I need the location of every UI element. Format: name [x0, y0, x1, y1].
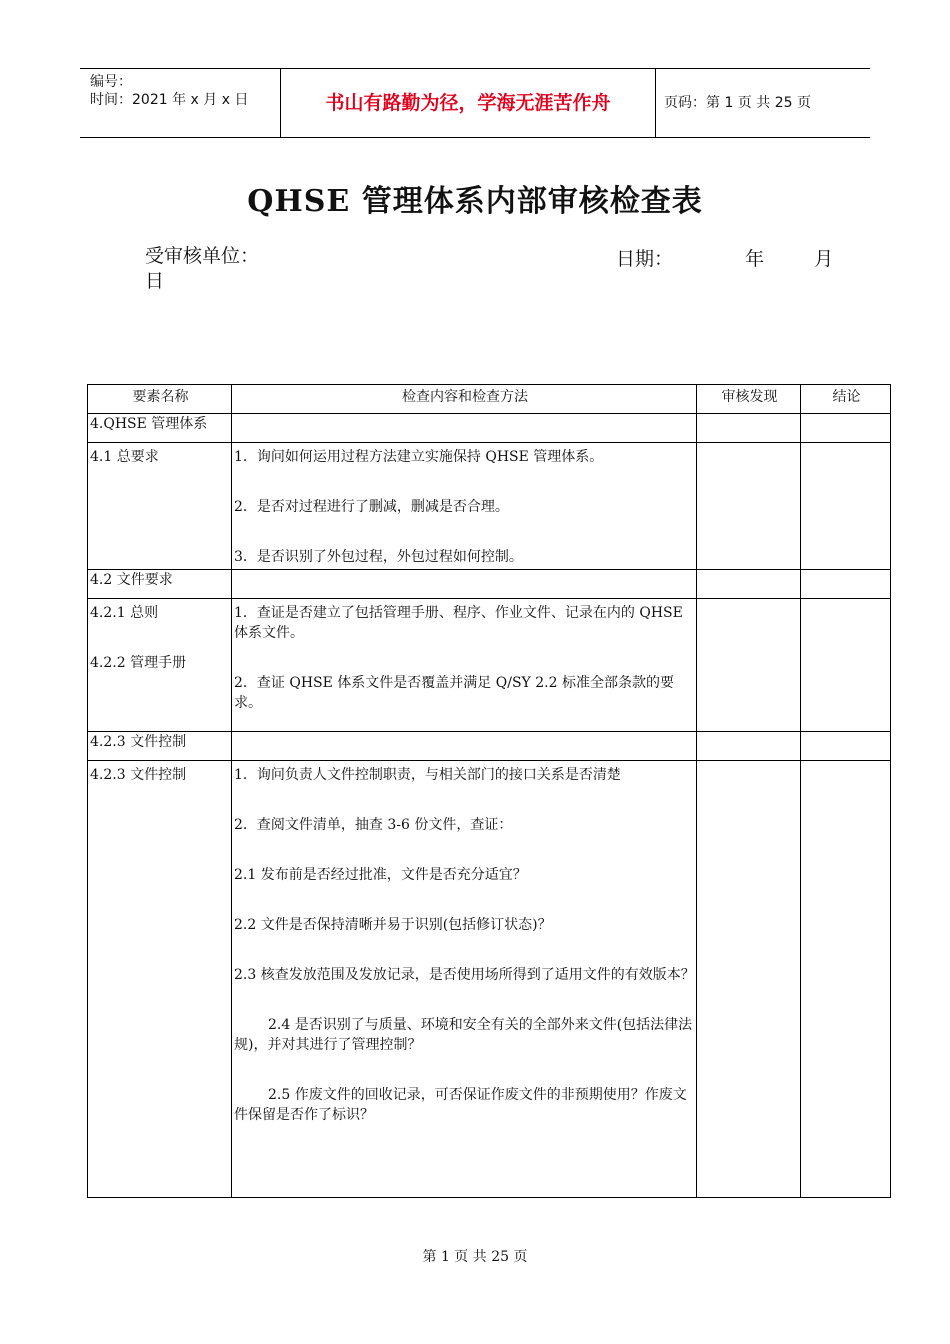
date-field: [616, 244, 833, 271]
element-cell: 4.2 文件要求: [88, 570, 232, 599]
date-label: 日期：: [616, 248, 674, 270]
table-header-row: [88, 385, 891, 414]
col-header-findings: 审核发现: [697, 385, 801, 414]
content-cell: [232, 761, 697, 1198]
unit-label: 受审核单位：: [145, 245, 260, 267]
conclusion-cell: [801, 414, 891, 443]
header-info: [80, 69, 280, 137]
table-row: [88, 732, 891, 761]
conclusion-cell: [801, 443, 891, 570]
check-item: 2.3 核查发放范围及发放记录，是否使用场所得到了适用文件的有效版本？: [234, 967, 695, 983]
table-row: [88, 414, 891, 443]
conclusion-cell: [801, 570, 891, 599]
conclusion-cell: [801, 761, 891, 1198]
day-label: 日: [145, 270, 165, 292]
check-item: 2.2 文件是否保持清晰并易于识别(包括修订状态)？: [234, 917, 552, 933]
element-cell: 4.1 总要求: [88, 443, 232, 570]
year-label: 年: [745, 248, 765, 270]
element-cell: [88, 599, 232, 732]
check-item: 2．查证 QHSE 体系文件是否覆盖并满足 Q/SY 2.2 标准全部条款的要求。: [234, 675, 674, 711]
findings-cell: [697, 761, 801, 1198]
element-cell: 4.QHSE 管理体系: [88, 414, 232, 443]
findings-cell: [697, 599, 801, 732]
page-header: [80, 68, 870, 138]
findings-cell: [697, 732, 801, 761]
element-label: 4.2.1 总则: [90, 605, 159, 621]
col-header-element: 要素名称: [88, 385, 232, 414]
check-item: 2.5 作废文件的回收记录，可否保证作废文件的非预期使用？作废文件保留是否作了标识？: [234, 1087, 687, 1123]
check-item: 2．查阅文件清单，抽查 3-6 份文件，查证：: [234, 817, 513, 833]
table-row: [88, 570, 891, 599]
element-cell: 4.2.3 文件控制: [88, 761, 232, 1198]
conclusion-cell: [801, 599, 891, 732]
check-item: 2.1 发布前是否经过批准，文件是否充分适宜？: [234, 867, 527, 883]
content-cell: [232, 570, 697, 599]
content-cell: [232, 732, 697, 761]
check-item: 3．是否识别了外包过程，外包过程如何控制。: [234, 549, 523, 565]
findings-cell: [697, 414, 801, 443]
findings-cell: [697, 443, 801, 570]
audited-unit: [145, 244, 259, 294]
check-item: 2．是否对过程进行了删减，删减是否合理。: [234, 499, 509, 515]
time-label: 时间：2021 年 x 月 x 日: [90, 92, 249, 108]
document-title: QHSE 管理体系内部审核检查表: [247, 184, 703, 219]
code-label: 编号：: [90, 74, 132, 90]
check-item: 2.4 是否识别了与质量、环境和安全有关的全部外来文件(包括法律法规)，并对其进行了管理控制？: [234, 1017, 693, 1053]
audit-checklist-table: [87, 384, 891, 1198]
content-cell: [232, 599, 697, 732]
findings-cell: [697, 570, 801, 599]
check-item: 1．询问如何运用过程方法建立实施保持 QHSE 管理体系。: [234, 449, 604, 465]
element-cell: 4.2.3 文件控制: [88, 732, 232, 761]
content-cell: [232, 414, 697, 443]
content-cell: [232, 443, 697, 570]
table-row: [88, 443, 891, 570]
check-item: 1．查证是否建立了包括管理手册、程序、作业文件、记录在内的 QHSE 体系文件。: [234, 605, 683, 641]
element-label: 4.2.2 管理手册: [90, 655, 187, 671]
month-label: 月: [814, 248, 834, 270]
table-row: [88, 599, 891, 732]
check-item: 1．询问负责人文件控制职责，与相关部门的接口关系是否清楚: [234, 767, 621, 783]
col-header-conclusion: 结论: [801, 385, 891, 414]
table-row: [88, 761, 891, 1198]
motto: 书山有路勤为径，学海无涯苦作舟: [280, 69, 656, 137]
conclusion-cell: [801, 732, 891, 761]
col-header-content: 检查内容和检查方法: [232, 385, 697, 414]
page-footer: 第 1 页 共 25 页: [422, 1249, 528, 1265]
page-code: 页码：第 1 页 共 25 页: [664, 95, 811, 111]
